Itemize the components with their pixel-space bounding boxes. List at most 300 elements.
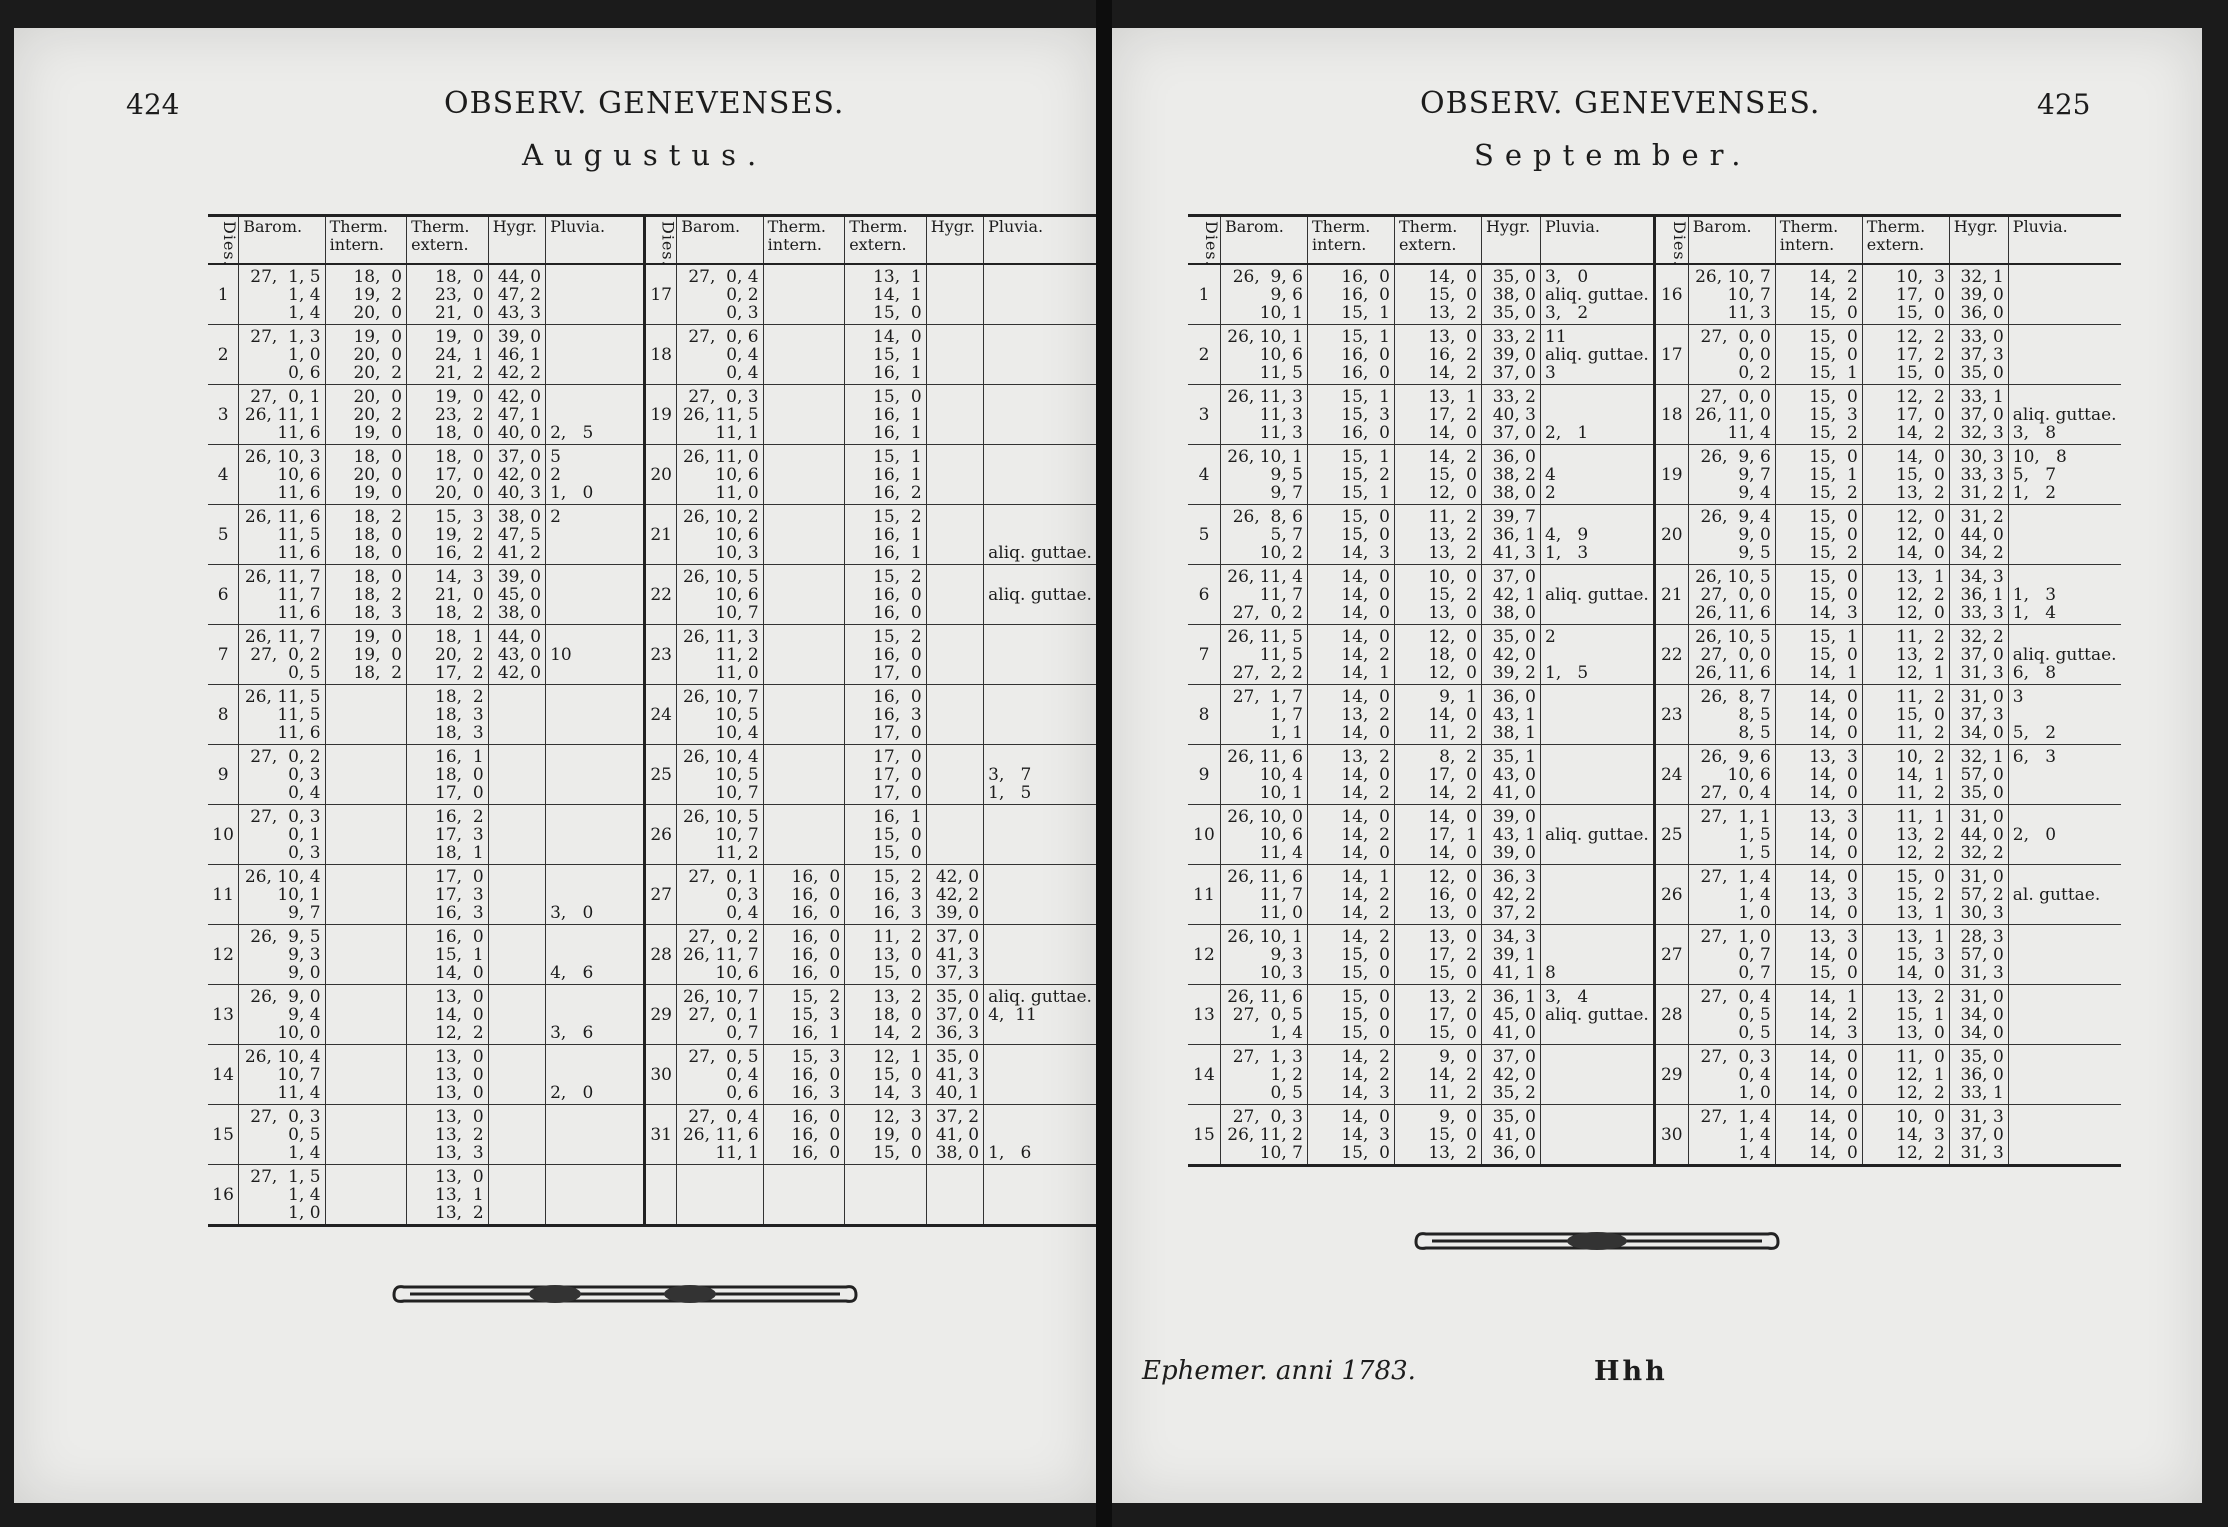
- hygrometer-cell: [488, 805, 545, 865]
- reading-line: 20, 0: [435, 483, 484, 503]
- reading-line: 14, 2: [1341, 1047, 1390, 1067]
- reading-line: 28, 3: [1960, 927, 2004, 947]
- reading-line: [931, 766, 979, 784]
- reading-line: [550, 988, 639, 1006]
- reading-line: 14, 0: [1341, 1107, 1390, 1127]
- reading-line: 11, 6: [277, 603, 321, 623]
- reading-line: [330, 1108, 403, 1126]
- reading-line: 0, 4: [1738, 1065, 1771, 1085]
- hygrometer-cell: [1949, 985, 2008, 1045]
- reading-line: 11, 4: [277, 1083, 321, 1103]
- reading-line: [493, 1186, 541, 1204]
- table-row: [1188, 625, 2121, 685]
- reading-line: 38, 0: [1492, 285, 1536, 305]
- table-row: [208, 1105, 1096, 1165]
- reading-line: 37, 0: [1492, 363, 1536, 383]
- therm-extern-cell: [845, 1045, 927, 1105]
- barometer-cell: [677, 685, 763, 745]
- reading-line: [988, 964, 1092, 982]
- table-row: [1188, 925, 2121, 985]
- reading-line: 14, 0: [1896, 543, 1945, 563]
- reading-line: [330, 904, 403, 922]
- table-row: [208, 985, 1096, 1045]
- reading-line: 11, 6: [277, 723, 321, 743]
- reading-line: 35, 0: [1492, 267, 1536, 287]
- reading-line: 39, 0: [935, 903, 980, 923]
- reading-line: 16, 0: [1341, 363, 1390, 383]
- reading-line: 0, 4: [726, 903, 759, 923]
- reading-line: 16, 0: [873, 585, 922, 605]
- table-row: [1188, 505, 2121, 565]
- hygrometer-cell: [488, 264, 545, 325]
- reading-line: 26, 10, 1: [1227, 447, 1303, 467]
- reading-line: 12, 0: [1428, 483, 1477, 503]
- reading-line: 11, 0: [715, 663, 759, 683]
- reading-line: [493, 1024, 541, 1042]
- reading-line: [2013, 286, 2117, 304]
- reading-line: [330, 748, 403, 766]
- reading-line: 15, 0: [873, 1143, 922, 1163]
- reading-line: 44, 0: [497, 267, 542, 287]
- reading-line: 10, 2: [1259, 543, 1303, 563]
- reading-line: 27, 1, 0: [1700, 927, 1771, 947]
- reading-line: 26, 8, 7: [1700, 687, 1771, 707]
- reading-line: 11, 2: [1428, 1083, 1477, 1103]
- therm-extern-cell: [1862, 385, 1949, 445]
- barometer-cell: [239, 264, 325, 325]
- reading-line: [2013, 1108, 2117, 1126]
- reading-line: [988, 826, 1092, 844]
- reading-line: [550, 406, 639, 424]
- barometer-cell: [1221, 925, 1308, 985]
- therm-intern-cell: [1308, 565, 1395, 625]
- column-header: Hygr.: [926, 216, 983, 265]
- reading-line: 26, 11, 7: [244, 567, 321, 587]
- reading-line: 26, 11, 3: [682, 627, 759, 647]
- reading-line: 13, 1: [1896, 927, 1945, 947]
- pluvia-cell: [546, 1165, 645, 1226]
- reading-line: [493, 1006, 541, 1024]
- hygrometer-cell: [1949, 805, 2008, 865]
- day-cell: 1: [208, 264, 239, 325]
- reading-line: [768, 286, 841, 304]
- reading-line: [1545, 406, 1649, 424]
- reading-line: 24, 1: [435, 345, 484, 365]
- reading-line: [768, 466, 841, 484]
- reading-line: 1, 4: [288, 1143, 321, 1163]
- reading-line: 18, 0: [353, 267, 403, 287]
- reading-line: 20, 0: [353, 387, 403, 407]
- reading-line: 32, 3: [1960, 423, 2004, 443]
- reading-line: 14, 0: [1896, 447, 1945, 467]
- reading-line: 17, 0: [1896, 405, 1945, 425]
- reading-line: [330, 724, 403, 742]
- pluvia-cell: [2008, 505, 2120, 565]
- therm-extern-cell: [1862, 985, 1949, 1045]
- reading-line: aliq. guttae.: [1545, 345, 1649, 365]
- day-cell: 2: [208, 325, 239, 385]
- reading-line: [988, 706, 1092, 724]
- reading-line: 14, 0: [1809, 867, 1858, 887]
- therm-intern-cell: [1775, 1105, 1862, 1166]
- reading-line: [931, 688, 979, 706]
- reading-line: 18, 0: [353, 543, 403, 563]
- table-row: [208, 565, 1096, 625]
- reading-line: 20, 2: [435, 645, 484, 665]
- left-observation-table: [208, 214, 1096, 1227]
- reading-line: 27, 1, 7: [1232, 687, 1303, 707]
- table-row: [1188, 385, 2121, 445]
- hygrometer-cell: [926, 264, 983, 325]
- reading-line: 15, 2: [1809, 483, 1858, 503]
- therm-extern-cell: [407, 505, 489, 565]
- reading-line: [550, 784, 639, 802]
- reading-line: 27, 0, 2: [1232, 603, 1303, 623]
- therm-extern-cell: [407, 985, 489, 1045]
- hygrometer-cell: [488, 985, 545, 1045]
- reading-line: 0, 6: [726, 1083, 759, 1103]
- day-cell: 17: [1654, 325, 1688, 385]
- reading-line: 4, 6: [550, 963, 594, 983]
- day-cell: 5: [1188, 505, 1221, 565]
- reading-line: [931, 466, 979, 484]
- reading-line: 15, 3: [1341, 405, 1390, 425]
- barometer-cell: [1221, 325, 1308, 385]
- pluvia-cell: [2008, 565, 2120, 625]
- reading-line: 41, 3: [935, 1065, 980, 1085]
- reading-line: 2, 0: [550, 1083, 594, 1103]
- reading-line: [493, 1126, 541, 1144]
- therm-intern-cell: [325, 805, 407, 865]
- reading-line: [550, 748, 639, 766]
- reading-line: 13, 0: [1428, 327, 1477, 347]
- header-row: [1188, 216, 2121, 265]
- hygrometer-cell: [1949, 925, 2008, 985]
- reading-line: 4, 9: [1545, 525, 1589, 545]
- hygrometer-cell: [1949, 505, 2008, 565]
- pluvia-cell: [1541, 985, 1655, 1045]
- reading-line: 11, 2: [1896, 783, 1945, 803]
- therm-extern-cell: [1862, 865, 1949, 925]
- barometer-cell: [239, 1105, 325, 1165]
- pluvia-cell: [984, 865, 1096, 925]
- hygrometer-cell: [1949, 1045, 2008, 1105]
- day-cell: 13: [1188, 985, 1221, 1045]
- signature-mark: Hhh: [1594, 1356, 1668, 1387]
- reading-line: [988, 568, 1092, 586]
- reading-line: 15, 0: [873, 1065, 922, 1085]
- barometer-cell: [677, 745, 763, 805]
- therm-intern-cell: [1775, 565, 1862, 625]
- therm-intern-cell: [1308, 865, 1395, 925]
- reading-line: 21, 0: [435, 303, 484, 323]
- day-cell: 14: [208, 1045, 239, 1105]
- barometer-cell: [677, 925, 763, 985]
- hygrometer-cell: [1949, 745, 2008, 805]
- reading-line: [2013, 844, 2117, 862]
- reading-line: 16, 2: [435, 543, 484, 563]
- reading-line: [1545, 868, 1649, 886]
- reading-line: 43, 1: [1492, 705, 1536, 725]
- therm-intern-cell: [763, 1165, 845, 1226]
- reading-line: 15, 0: [1341, 963, 1390, 983]
- pluvia-cell: [546, 745, 645, 805]
- barometer-cell: [1688, 925, 1775, 985]
- reading-line: 14, 0: [1809, 687, 1858, 707]
- reading-line: [1545, 886, 1649, 904]
- reading-line: 15, 0: [1341, 945, 1390, 965]
- reading-line: 1, 4: [1738, 1125, 1771, 1145]
- table-row: [208, 625, 1096, 685]
- reading-line: [550, 706, 639, 724]
- reading-line: 13, 2: [1896, 987, 1945, 1007]
- reading-line: 26, 9, 4: [1700, 507, 1771, 527]
- reading-line: [768, 424, 841, 442]
- reading-line: 15, 3: [791, 1005, 841, 1025]
- hygrometer-cell: [926, 1045, 983, 1105]
- reading-line: 13, 0: [435, 1083, 484, 1103]
- column-header: Hygr.: [488, 216, 545, 265]
- day-cell: 7: [208, 625, 239, 685]
- reading-line: [988, 748, 1092, 766]
- reading-line: 41, 1: [1492, 963, 1536, 983]
- reading-line: [550, 628, 639, 646]
- reading-line: 0, 1: [288, 825, 321, 845]
- reading-line: 41, 0: [935, 1125, 980, 1145]
- reading-line: 27, 0, 4: [1700, 783, 1771, 803]
- reading-line: 13, 1: [873, 267, 922, 287]
- reading-line: 16, 1: [873, 465, 922, 485]
- reading-line: [931, 826, 979, 844]
- reading-line: 10, 6: [277, 465, 321, 485]
- reading-line: 42, 0: [497, 465, 542, 485]
- reading-line: [550, 586, 639, 604]
- day-cell: 6: [1188, 565, 1221, 625]
- therm-intern-cell: [325, 865, 407, 925]
- reading-line: 15, 0: [1428, 963, 1477, 983]
- reading-line: 26, 11, 5: [1227, 627, 1303, 647]
- reading-line: 38, 0: [1492, 603, 1536, 623]
- reading-line: 0, 0: [1738, 345, 1771, 365]
- reading-line: [768, 646, 841, 664]
- reading-line: aliq. guttae.: [1545, 585, 1649, 605]
- reading-line: 35, 1: [1492, 747, 1536, 767]
- reading-line: 39, 7: [1492, 507, 1536, 527]
- day-cell: 29: [1654, 1045, 1688, 1105]
- reading-line: [931, 604, 979, 622]
- reading-line: 44, 0: [497, 627, 542, 647]
- reading-line: [2013, 1066, 2117, 1084]
- reading-line: [330, 1024, 403, 1042]
- reading-line: 15, 1: [873, 447, 922, 467]
- reading-line: [550, 388, 639, 406]
- reading-line: 11, 3: [1727, 303, 1771, 323]
- day-cell: 19: [645, 385, 677, 445]
- running-head-left: OBSERV. GENEVENSES.: [444, 86, 845, 121]
- reading-line: [550, 946, 639, 964]
- reading-line: 5, 7: [2012, 465, 2057, 485]
- reading-line: 15, 2: [873, 567, 922, 587]
- reading-line: 1, 5: [1545, 663, 1589, 683]
- reading-line: 9, 0: [1439, 1047, 1477, 1067]
- reading-line: 0, 7: [726, 1023, 759, 1043]
- reading-line: 14, 0: [1809, 765, 1858, 785]
- therm-intern-cell: [1308, 445, 1395, 505]
- therm-intern-cell: [1775, 925, 1862, 985]
- reading-line: 14, 0: [1809, 1065, 1858, 1085]
- reading-line: 38, 0: [497, 603, 542, 623]
- right-page: [1112, 28, 2202, 1503]
- day-cell: 3: [1188, 385, 1221, 445]
- therm-extern-cell: [407, 1105, 489, 1165]
- reading-line: [988, 364, 1092, 382]
- day-cell: 19: [1654, 445, 1688, 505]
- reading-line: 44, 0: [1960, 825, 2004, 845]
- reading-line: [988, 1066, 1092, 1084]
- reading-line: 14, 2: [1341, 903, 1390, 923]
- reading-line: 14, 0: [873, 327, 922, 347]
- table-row: [208, 505, 1096, 565]
- reading-line: 0, 3: [288, 765, 321, 785]
- therm-intern-cell: [1308, 625, 1395, 685]
- pluvia-cell: [546, 505, 645, 565]
- therm-intern-cell: [763, 445, 845, 505]
- table-row: [208, 325, 1096, 385]
- reading-line: 13, 2: [1428, 303, 1477, 323]
- reading-line: 16, 0: [1341, 345, 1390, 365]
- reading-line: 17, 0: [435, 867, 484, 887]
- reading-line: 4, 11: [988, 1005, 1037, 1025]
- reading-line: 17, 2: [1428, 405, 1477, 425]
- reading-line: [550, 844, 639, 862]
- reading-line: 1, 2: [1270, 1065, 1303, 1085]
- reading-line: 15, 0: [1341, 987, 1390, 1007]
- hygrometer-cell: [1949, 685, 2008, 745]
- hygrometer-cell: [926, 325, 983, 385]
- reading-line: 27, 1, 5: [250, 1167, 321, 1187]
- reading-line: 31, 3: [1960, 1143, 2004, 1163]
- month-title-august: Augustus.: [522, 138, 768, 172]
- reading-line: 11, 3: [1259, 405, 1303, 425]
- reading-line: 37, 3: [935, 963, 980, 983]
- reading-line: 42, 0: [935, 867, 980, 887]
- reading-line: [2013, 766, 2117, 784]
- column-header: Pluvia.: [984, 216, 1096, 265]
- reading-line: 27, 1, 1: [1700, 807, 1771, 827]
- reading-line: [493, 964, 541, 982]
- reading-line: 12, 1: [873, 1047, 922, 1067]
- reading-line: 14, 0: [1341, 843, 1390, 863]
- therm-extern-cell: [1395, 865, 1482, 925]
- reading-line: 16, 0: [1341, 285, 1390, 305]
- pluvia-cell: [2008, 805, 2120, 865]
- reading-line: 26, 10, 5: [1695, 627, 1771, 647]
- barometer-cell: [239, 625, 325, 685]
- reading-line: 37, 0: [935, 927, 980, 947]
- barometer-cell: [1688, 685, 1775, 745]
- reading-line: 40, 3: [497, 483, 542, 503]
- day-cell: 8: [1188, 685, 1221, 745]
- reading-line: 12, 3: [873, 1107, 922, 1127]
- reading-line: 9, 7: [1738, 465, 1771, 485]
- reading-line: [931, 646, 979, 664]
- hygrometer-cell: [488, 565, 545, 625]
- reading-line: 31, 0: [1960, 867, 2004, 887]
- reading-line: [931, 508, 979, 526]
- reading-line: 20, 2: [353, 363, 403, 383]
- therm-intern-cell: [325, 925, 407, 985]
- therm-extern-cell: [1862, 685, 1949, 745]
- reading-line: 1, 4: [288, 303, 321, 323]
- pluvia-cell: [2008, 745, 2120, 805]
- pluvia-cell: [984, 1045, 1096, 1105]
- reading-line: 15, 0: [1896, 303, 1945, 323]
- reading-line: 11, 5: [1259, 363, 1303, 383]
- therm-intern-cell: [325, 505, 407, 565]
- reading-line: 16, 0: [791, 963, 841, 983]
- reading-line: 26, 11, 6: [1227, 747, 1303, 767]
- reading-line: 13, 2: [1428, 525, 1477, 545]
- reading-line: 9, 4: [288, 1005, 321, 1025]
- page-number-left: 424: [126, 88, 180, 121]
- reading-line: 10, 6: [715, 585, 759, 605]
- reading-line: 0, 2: [726, 285, 759, 305]
- reading-line: aliq. guttae.: [1545, 285, 1649, 305]
- day-cell: 12: [208, 925, 239, 985]
- hygrometer-cell: [1482, 925, 1541, 985]
- table-row: [1188, 1045, 2121, 1105]
- pluvia-cell: [1541, 805, 1655, 865]
- hygrometer-cell: [926, 445, 983, 505]
- therm-extern-cell: [1395, 385, 1482, 445]
- reading-line: 41, 2: [497, 543, 542, 563]
- pluvia-cell: [984, 1105, 1096, 1165]
- therm-extern-cell: [1395, 325, 1482, 385]
- hygrometer-cell: [488, 1165, 545, 1226]
- reading-line: [988, 526, 1092, 544]
- reading-line: 14, 2: [1341, 885, 1390, 905]
- pluvia-cell: [984, 745, 1096, 805]
- therm-extern-cell: [1862, 625, 1949, 685]
- reading-line: [931, 808, 979, 826]
- reading-line: 37, 0: [1492, 567, 1536, 587]
- reading-line: 45, 0: [1492, 1005, 1536, 1025]
- day-cell: 27: [645, 865, 677, 925]
- table-row: [1188, 685, 2121, 745]
- day-cell: 22: [1654, 625, 1688, 685]
- reading-line: 14, 0: [1809, 1107, 1858, 1127]
- reading-line: 11, 1: [715, 1143, 759, 1163]
- reading-line: 13, 2: [873, 987, 922, 1007]
- reading-line: 26, 11, 7: [244, 627, 321, 647]
- reading-line: 0, 2: [1738, 363, 1771, 383]
- reading-line: 15, 3: [435, 507, 484, 527]
- therm-intern-cell: [1308, 745, 1395, 805]
- reading-line: 18, 2: [353, 507, 403, 527]
- reading-line: 37, 3: [1960, 705, 2004, 725]
- reading-line: 10, 3: [1259, 963, 1303, 983]
- reading-line: [330, 946, 403, 964]
- reading-line: 23, 2: [435, 405, 484, 425]
- reading-line: 34, 3: [1960, 567, 2004, 587]
- reading-line: 26, 9, 5: [250, 927, 321, 947]
- reading-line: 11, 4: [1259, 843, 1303, 863]
- left-page: [14, 28, 1096, 1503]
- barometer-cell: [1688, 264, 1775, 325]
- pluvia-cell: [984, 1165, 1096, 1226]
- reading-line: [931, 388, 979, 406]
- reading-line: 26, 11, 2: [1227, 1125, 1303, 1145]
